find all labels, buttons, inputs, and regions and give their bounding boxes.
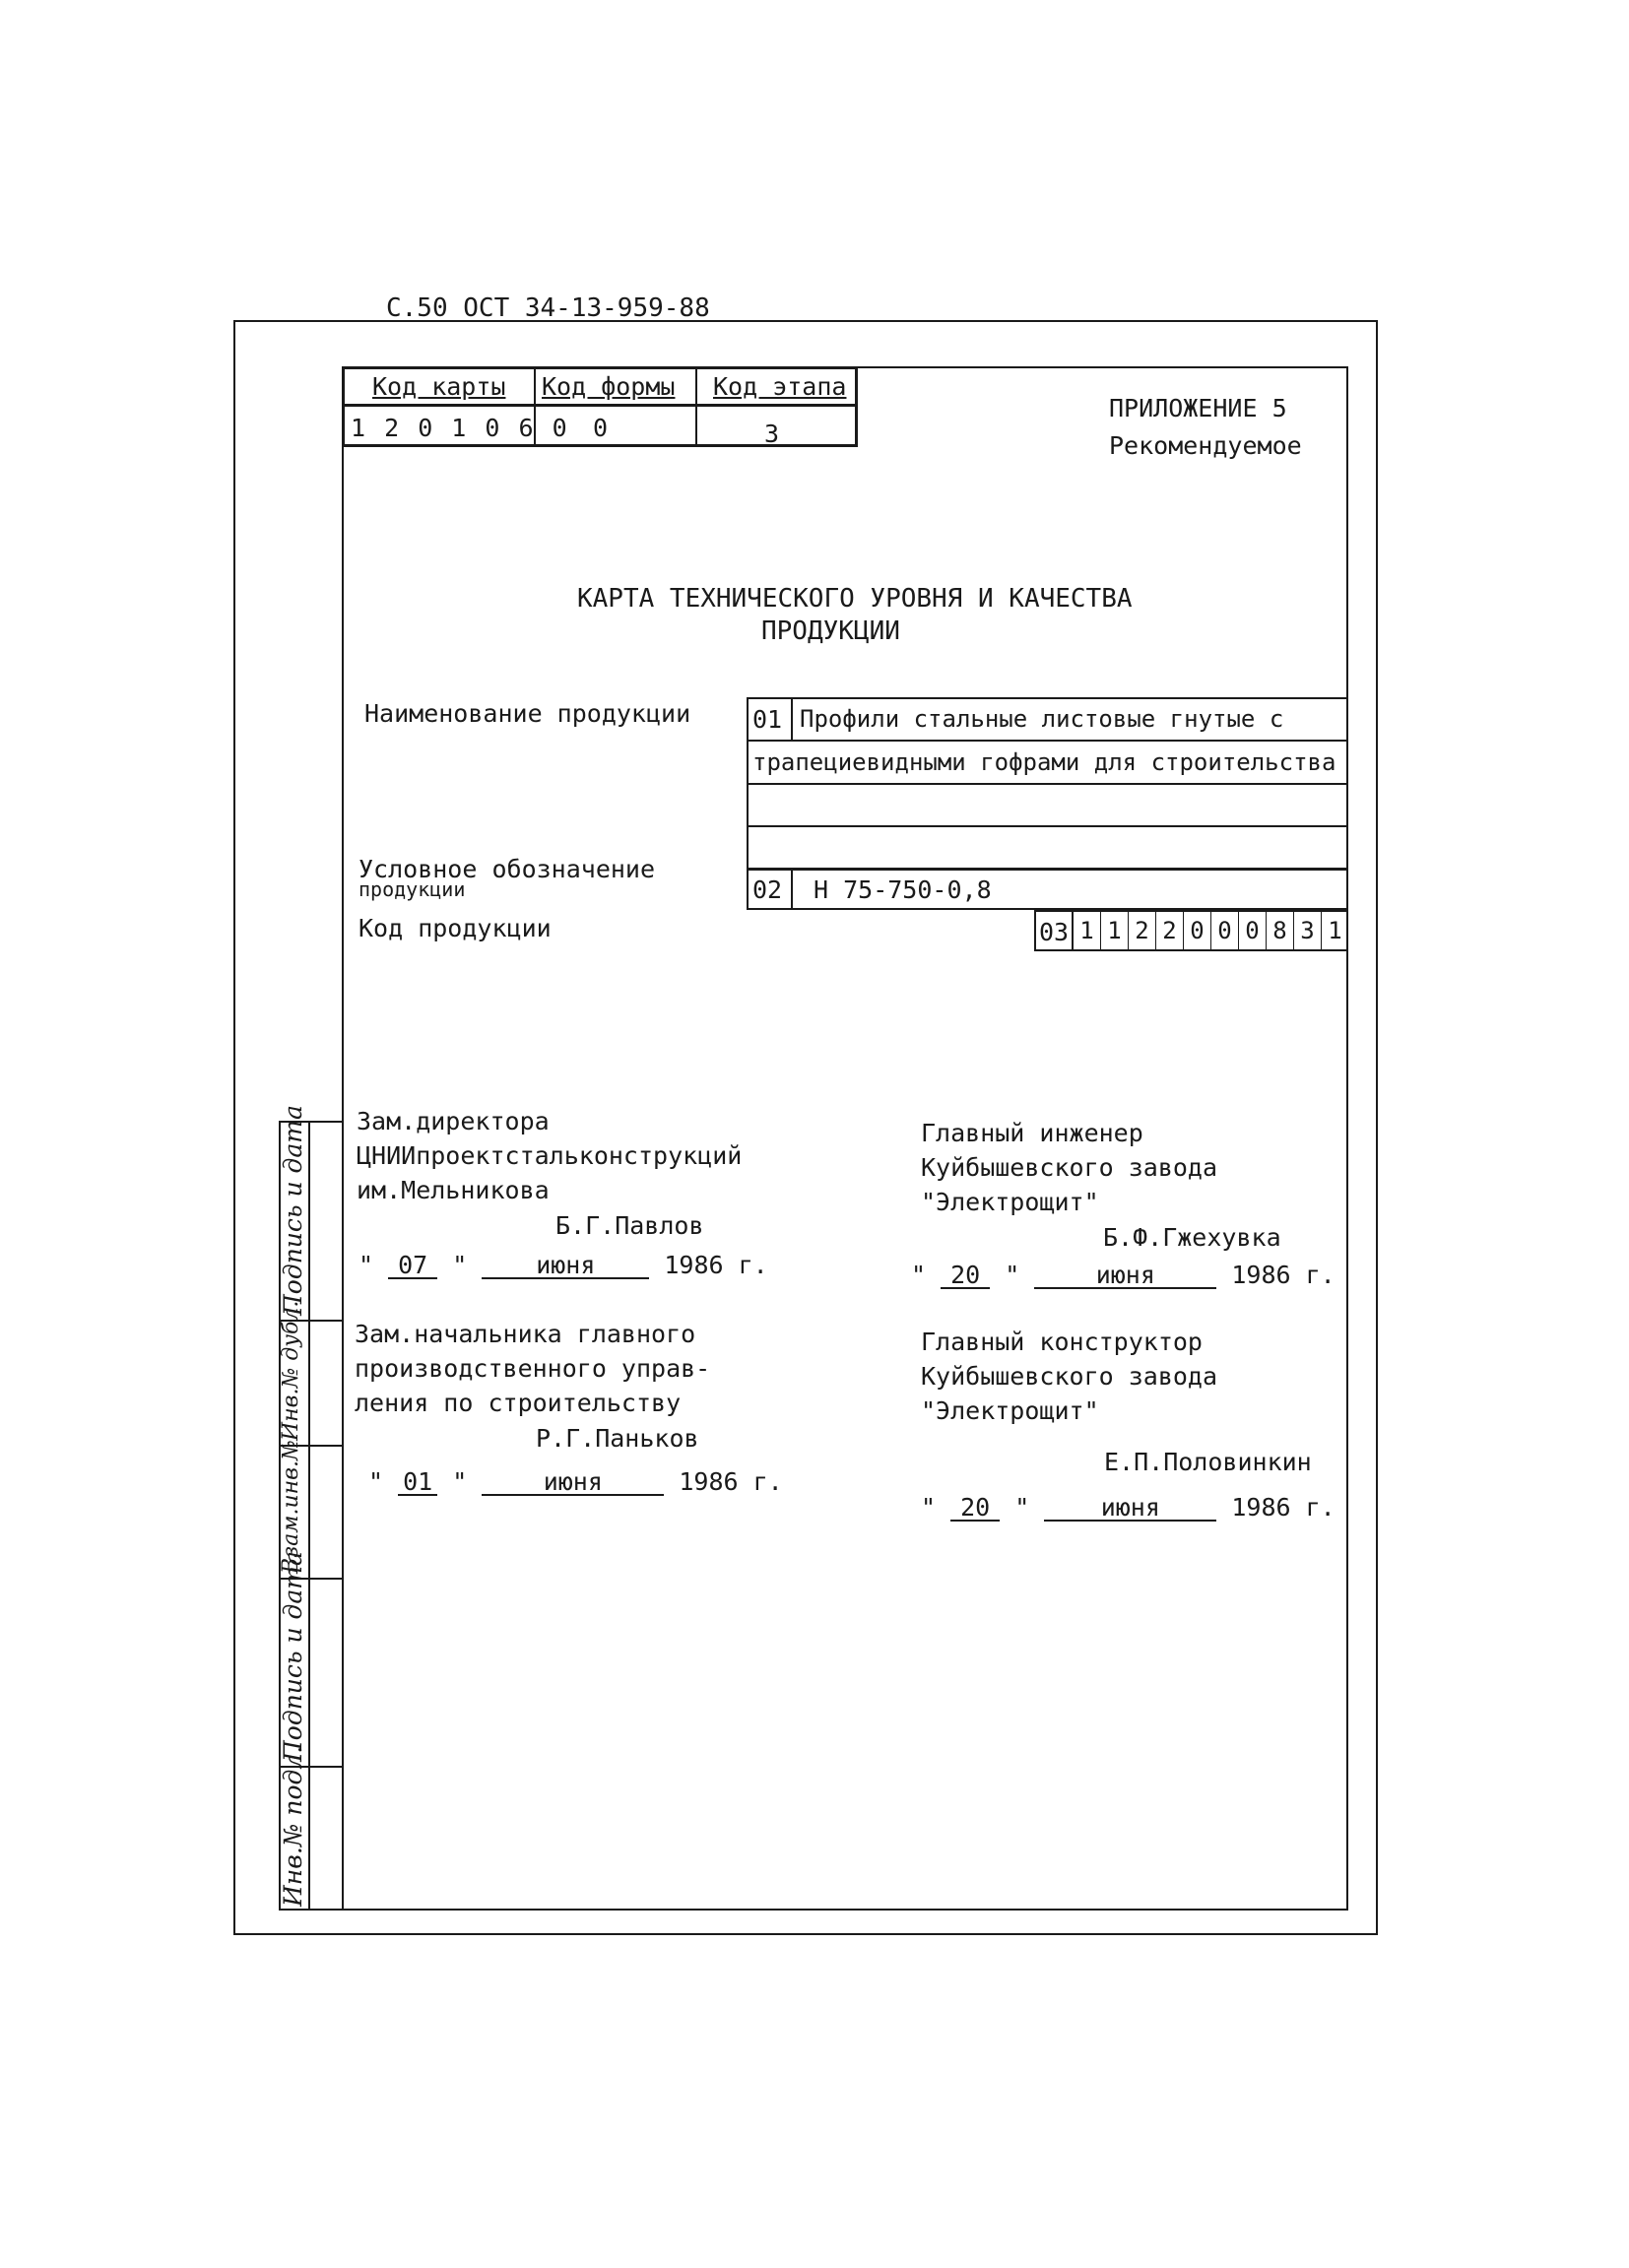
stamp-label-signature-date-1: Подпись и дата xyxy=(279,1105,307,1316)
product-name-label: Наименование продукции xyxy=(364,699,691,728)
approval-deputy-head xyxy=(355,1322,788,1499)
product-name-code: 01 xyxy=(752,705,783,734)
approval-position-line3: ления по строительству xyxy=(355,1389,682,1417)
designation-value: Н 75-750-0,8 xyxy=(814,875,992,904)
date-year: 1986 г. xyxy=(1231,1261,1336,1289)
date-month: июня xyxy=(482,1253,649,1279)
product-code-digit: 0 xyxy=(1184,910,1211,951)
document-title-line2: ПРОДУКЦИИ xyxy=(761,616,900,646)
product-code-digit: 1 xyxy=(1074,910,1101,951)
approval-position-line2: ЦНИИпроектстальконструкций xyxy=(357,1141,743,1170)
product-name-line1: Профили стальные листовые гнутые с xyxy=(800,705,1284,733)
form-code-value: 0 xyxy=(593,414,609,442)
approval-position-line1: Главный инженер xyxy=(921,1119,1143,1147)
approval-position-line1: Зам.начальника главного xyxy=(355,1320,696,1348)
approval-chief-engineer xyxy=(911,1119,1336,1298)
code-table-divider xyxy=(342,404,858,407)
name-box-row3 xyxy=(747,825,1348,827)
product-code-digit: 0 xyxy=(1239,910,1267,951)
approval-signatory-name: Е.П.Половинкин xyxy=(1104,1448,1312,1476)
product-code-digit: 2 xyxy=(1156,910,1184,951)
stage-code-value: 3 xyxy=(764,420,780,448)
product-code-digit: 1 xyxy=(1101,910,1129,951)
date-month: июня xyxy=(1034,1263,1216,1289)
approval-position-line1: Главный конструктор xyxy=(921,1328,1203,1356)
approval-signatory-name: Р.Г.Паньков xyxy=(536,1424,699,1453)
product-code-digit: 8 xyxy=(1267,910,1294,951)
date-quote-open: " xyxy=(911,1261,927,1289)
date-quote-close: " xyxy=(452,1467,468,1496)
product-code-digit: 1 xyxy=(1328,917,1342,944)
date-year: 1986 г. xyxy=(679,1467,783,1496)
card-code-value: 1 2 0 1 0 6 0 xyxy=(351,414,569,442)
date-year: 1986 г. xyxy=(664,1251,768,1279)
stamp-label-original-inv: Инв.№ подл. xyxy=(279,1745,307,1907)
approval-date xyxy=(911,1263,1336,1289)
designation-label-line1: Условное обозначение xyxy=(358,855,656,883)
approval-position-line2: производственного управ- xyxy=(355,1354,711,1383)
date-month: июня xyxy=(482,1469,664,1496)
product-code-digit: 3 xyxy=(1294,910,1322,951)
stage-code-header: Код этапа xyxy=(713,372,847,401)
approval-position-line2: Куйбышевского завода xyxy=(921,1153,1218,1182)
product-code-digit: 0 xyxy=(1211,910,1239,951)
name-box-row1 xyxy=(747,740,1348,742)
stamp-label-signature-date-2: Подпись и дата xyxy=(279,1551,307,1762)
side-stamp-col xyxy=(308,1121,310,1911)
designation-code: 02 xyxy=(752,875,783,904)
approval-position-line3: "Электрощит" xyxy=(921,1188,1099,1216)
product-code-code: 03 xyxy=(1039,918,1070,946)
approval-date xyxy=(368,1469,783,1496)
date-quote-close: " xyxy=(452,1251,468,1279)
stamp-label-duplicate-inv: Инв.№ дубл. xyxy=(279,1300,303,1441)
approval-deputy-director xyxy=(357,1109,790,1286)
approval-position-line3: "Электрощит" xyxy=(921,1396,1099,1425)
designation-code-sep xyxy=(791,869,793,910)
approval-date xyxy=(921,1495,1336,1522)
approval-position-line2: Куйбышевского завода xyxy=(921,1362,1218,1391)
approval-position-line3: им.Мельникова xyxy=(357,1176,550,1204)
code-table-col2 xyxy=(695,366,697,447)
name-box-row2 xyxy=(747,783,1348,785)
product-name-line2: трапециевидными гофрами для строительства xyxy=(752,748,1336,776)
date-quote-open: " xyxy=(368,1467,384,1496)
approval-date xyxy=(358,1253,768,1279)
form-code-header: Код формы xyxy=(542,372,676,401)
date-day: 20 xyxy=(950,1495,1000,1522)
appendix-title: ПРИЛОЖЕНИЕ 5 xyxy=(1109,394,1287,422)
approval-signatory-name: Б.Ф.Гжехувка xyxy=(1103,1223,1281,1252)
stamp-label-replacement-inv: Взам.инв.№ xyxy=(279,1440,303,1574)
product-code-label: Код продукции xyxy=(358,914,552,942)
date-quote-close: " xyxy=(1005,1261,1020,1289)
designation-label-line2: продукции xyxy=(358,877,466,901)
product-code-digits xyxy=(1072,910,1348,951)
document-title-line1: КАРТА ТЕХНИЧЕСКОГО УРОВНЯ И КАЧЕСТВА xyxy=(577,584,1133,614)
approval-chief-designer xyxy=(911,1328,1336,1522)
date-quote-open: " xyxy=(358,1251,374,1279)
date-year: 1986 г. xyxy=(1231,1493,1336,1522)
date-day: 07 xyxy=(388,1253,437,1279)
appendix-subtitle: Рекомендуемое xyxy=(1109,431,1302,460)
name-box-code-sep xyxy=(791,697,793,742)
date-day: 01 xyxy=(398,1469,437,1496)
page-reference: С.50 ОСТ 34-13-959-88 xyxy=(386,293,710,323)
date-month: июня xyxy=(1044,1495,1216,1522)
card-code-header: Код карты xyxy=(372,372,506,401)
approval-signatory-name: Б.Г.Павлов xyxy=(555,1211,704,1240)
date-quote-open: " xyxy=(921,1493,937,1522)
date-day: 20 xyxy=(941,1263,990,1289)
product-code-digit: 2 xyxy=(1129,910,1156,951)
date-quote-close: " xyxy=(1014,1493,1030,1522)
approval-position-line1: Зам.директора xyxy=(357,1107,550,1135)
